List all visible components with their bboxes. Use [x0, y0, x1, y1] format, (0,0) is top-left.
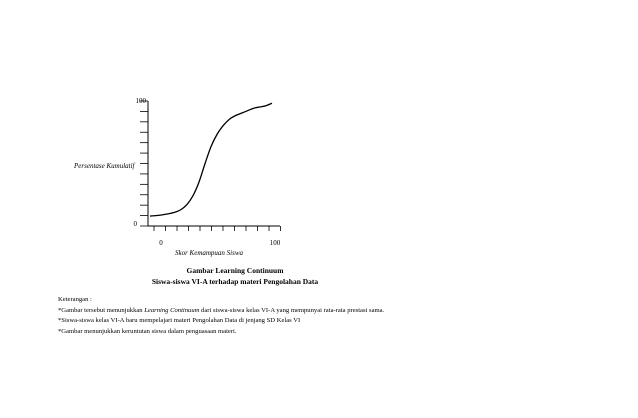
x-axis-label: Skor Kemampuan Siswa	[174, 249, 244, 257]
x-axis-ticks	[154, 226, 281, 231]
cumulative-curve	[150, 103, 272, 216]
note-item-1-term: Learning Continuum	[144, 306, 200, 314]
y-tick-label-max: 100	[135, 97, 146, 105]
notes-block	[58, 295, 618, 337]
note-item-1-suffix: dari siswa-siswa kelas VI-A yang mempunyai rata-rata prestasi sama.	[199, 306, 385, 314]
x-tick-label-min: 0	[159, 239, 163, 247]
note-item-1	[58, 306, 618, 317]
y-tick-label-min: 0	[133, 220, 137, 228]
y-axis-label: Persentase Kumulatif	[74, 162, 135, 170]
figure-caption-subtitle: Siswa-siswa VI-A terhadap materi Pengolahan Data	[151, 277, 319, 286]
note-item-1-prefix: *Gambar tersebut menunjukkan	[58, 306, 145, 314]
note-item-3: *Gambar menunjukkan keruntutan siswa dalam penguasaan materi.	[58, 327, 237, 335]
note-item-2: *Siswa-siswa kelas VI-A baru mempelajari materi Pengolahan Data di jenjang SD Kelas VI	[58, 317, 301, 324]
y-axis-ticks	[140, 101, 148, 226]
x-tick-label-max: 100	[269, 239, 281, 247]
notes-heading: Keterangan :	[58, 296, 92, 303]
figure-caption-title: Gambar Learning Continuum	[186, 266, 284, 275]
